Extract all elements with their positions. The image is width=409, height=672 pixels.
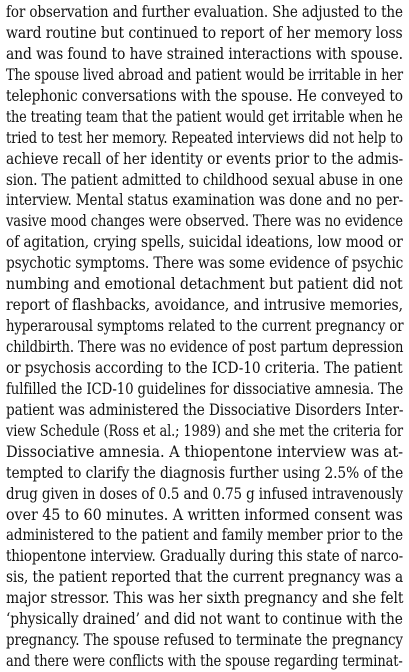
- text-line-16: hyperarousal symptoms related to the current pregnancy or: [6, 317, 404, 336]
- text-line-24: drug given in doses of 0.5 and 0.75 g infused intravenously: [6, 484, 403, 503]
- text-line-11: vasive mood changes were observed. There was no evidence: [6, 212, 403, 231]
- text-line-22: Dissociative amnesia. A thiopentone interview was at-: [6, 442, 404, 461]
- text-line-18: or psychosis according to the ICD-10 criteria. The patient: [6, 358, 403, 377]
- text-line-10: interview. Mental status examination was done and no per-: [6, 191, 404, 210]
- text-line-26: administered to the patient and family member prior to the: [6, 526, 403, 545]
- text-line-14: numbing and emotional detachment but patient did not: [6, 275, 403, 294]
- text-line-5: telephonic conversations with the spouse. He conveyed to: [6, 86, 403, 105]
- text-line-12: of agitation, crying spells, suicidal ideations, low mood or: [6, 233, 403, 252]
- text-line-6: the treating team that the patient would get irritable when he: [6, 107, 403, 126]
- text-line-2: ward routine but continued to report of her memory loss: [6, 23, 403, 42]
- text-line-4: The spouse lived abroad and patient would be irritable in her: [6, 65, 403, 84]
- document-body-text: [6, 2, 403, 672]
- text-line-21: view Schedule (Ross et al.; 1989) and she met the criteria for: [6, 421, 404, 440]
- text-line-30: ‘physically drained’ and did not want to continue with the: [6, 610, 403, 629]
- text-line-9: sion. The patient admitted to childhood sexual abuse in one: [6, 170, 403, 189]
- text-line-20: patient was administered the Dissociative Disorders Inter-: [6, 400, 404, 419]
- text-line-32: and there were conflicts with the spouse regarding terminat-: [6, 652, 403, 671]
- text-line-19: fulfilled the ICD-10 guidelines for dissociative amnesia. The: [6, 379, 404, 398]
- text-line-25: over 45 to 60 minutes. A written informed consent was: [6, 505, 403, 524]
- text-line-31: pregnancy. The spouse refused to terminate the pregnancy: [6, 631, 403, 650]
- text-line-8: achieve recall of her identity or events prior to the admis-: [6, 149, 404, 168]
- text-line-27: thiopentone interview. Gradually during this state of narco-: [6, 547, 404, 566]
- text-line-28: sis, the patient reported that the current pregnancy was a: [6, 568, 404, 587]
- text-line-7: tried to test her memory. Repeated interviews did not help to: [6, 128, 403, 147]
- text-line-1: for observation and further evaluation. She adjusted to the: [6, 3, 403, 21]
- text-line-23: tempted to clarify the diagnosis further using 2.5% of the: [6, 463, 404, 482]
- text-line-3: and was found to have strained interactions with spouse.: [6, 44, 403, 63]
- text-line-17: childbirth. There was no evidence of post partum depression: [6, 338, 404, 356]
- text-line-15: report of flashbacks, avoidance, and intrusive memories,: [6, 296, 403, 315]
- text-line-13: psychotic symptoms. There was some evidence of psychic: [6, 254, 404, 273]
- text-line-29: major stressor. This was her sixth pregnancy and she felt: [6, 589, 404, 608]
